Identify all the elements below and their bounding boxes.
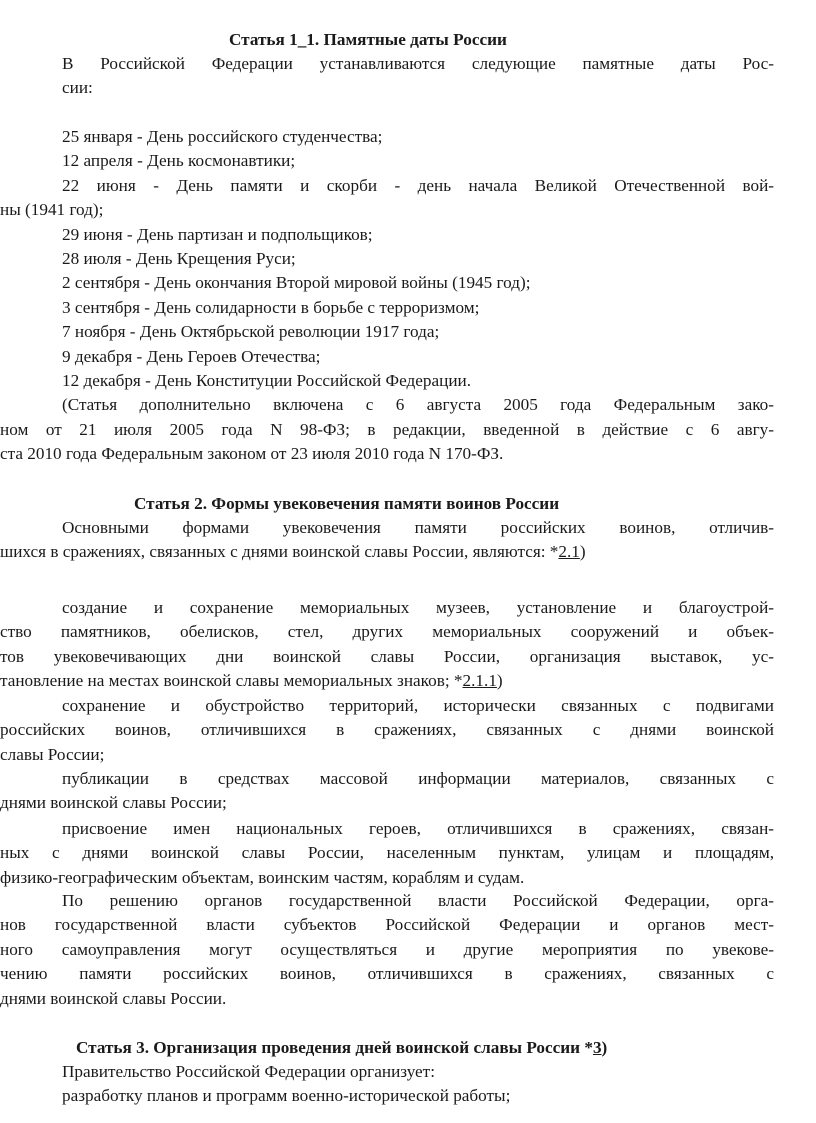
- list-item: 3 сентября - День солидарности в борьбе с терроризмом;: [62, 297, 480, 317]
- paragraph-line: чению памяти российских воинов, отличившихся в сражениях, связанных с: [0, 964, 774, 984]
- paragraph-line: публикации в средствах массовой информации материалов, связанных с: [62, 769, 774, 788]
- footnote-close: ): [601, 1038, 608, 1057]
- list-item: 25 января - День российского студенчества;: [62, 127, 383, 146]
- intro-line: [0, 540, 774, 564]
- paragraph-line: присвоение имен национальных героев, отличившихся в сражениях, связан-: [62, 819, 774, 838]
- note-line: ном от 21 июля 2005 года N 98-ФЗ; в редакции, введенной в действие с 6 авгу-: [0, 419, 774, 439]
- paragraph-line: сохранение и обустройство территорий, исторически связанных с подвигами: [62, 696, 774, 715]
- paragraph-line: тов увековечивающих дни воинской славы России, организация выставок, ус-: [0, 646, 774, 666]
- paragraph-line: российских воинов, отличившихся в сражениях, связанных с днями воинской: [0, 720, 774, 740]
- footnote-link-3[interactable]: 3: [592, 1038, 602, 1057]
- article-2-paragraph-1: [0, 596, 774, 694]
- article-2-intro: [0, 516, 774, 565]
- note-line: ста 2010 года Федеральным законом от 23 июля 2010 года N 170-ФЗ.: [0, 444, 504, 464]
- intro-line: сии:: [62, 78, 93, 98]
- list-item: 28 июля - День Крещения Руси;: [62, 248, 296, 268]
- article-3-body: [62, 1060, 774, 1109]
- article-1-1-title: Статья 1_1. Памятные даты России: [229, 30, 507, 49]
- intro-text: шихся в сражениях, связанных с днями воинской славы России, являются: *: [0, 542, 559, 562]
- list-item: 2 сентября - День окончания Второй мировой войны (1945 год);: [62, 273, 531, 293]
- paragraph-text: тановление на местах воинской славы мемориальных знаков; *: [0, 671, 463, 691]
- article-2-title: Статья 2. Формы увековечения памяти воинов России: [134, 494, 560, 513]
- article-2-paragraph-2: [0, 694, 774, 767]
- list-item: 12 декабря - День Конституции Российской Федерации.: [62, 370, 472, 390]
- article-1-1-dates-list: [0, 125, 774, 466]
- article-2-paragraph-3: [0, 767, 774, 816]
- paragraph-line: физико-географическим объектам, воинским частям, кораблям и судам.: [0, 867, 525, 887]
- paragraph-line: разработку планов и программ военно-исторической работы;: [62, 1086, 511, 1106]
- paragraph-line: По решению органов государственной власти Российской Федерации, орга-: [62, 891, 774, 910]
- intro-line: В Российской Федерации устанавливаются следующие памятные даты Рос-: [62, 54, 774, 73]
- paragraph-line: ного самоуправления могут осуществляться и другие мероприятия по увекове-: [0, 939, 774, 959]
- footnote-close: ): [496, 671, 503, 691]
- paragraph-line: ных с днями воинской славы России, населенным пунктам, улицам и площадям,: [0, 843, 774, 863]
- intro-line: Основными формами увековечения памяти российских воинов, отличив-: [62, 518, 774, 537]
- article-3-title: [76, 1036, 607, 1060]
- paragraph-line: славы России;: [0, 744, 105, 764]
- footnote-close: ): [579, 542, 586, 562]
- list-item: 12 апреля - День космонавтики;: [62, 151, 296, 171]
- list-item: 9 декабря - День Героев Отечества;: [62, 346, 321, 366]
- list-item: 22 июня - День памяти и скорби - день начала Великой Отечественной вой-: [62, 175, 774, 195]
- article-3-title-text: Статья 3. Организация проведения дней воинской славы России *: [76, 1038, 593, 1057]
- paragraph-line: днями воинской славы России;: [0, 793, 227, 813]
- paragraph-line: ство памятников, обелисков, стел, других мемориальных сооружений и объек-: [0, 622, 774, 642]
- list-item: 29 июня - День партизан и подпольщиков;: [62, 224, 373, 244]
- footnote-link-2-1[interactable]: 2.1: [558, 542, 580, 562]
- paragraph-line: [0, 669, 774, 693]
- article-2-paragraph-4: [0, 817, 774, 890]
- paragraph-line: создание и сохранение мемориальных музеев, установление и благоустрой-: [62, 598, 774, 617]
- paragraph-line: нов государственной власти субъектов Российской Федерации и органов мест-: [0, 915, 774, 935]
- article-1-1-intro: [62, 52, 774, 101]
- note-line: (Статья дополнительно включена с 6 августа 2005 года Федеральным зако-: [62, 395, 774, 415]
- paragraph-line: днями воинской славы России.: [0, 988, 227, 1008]
- list-item-continuation: ны (1941 год);: [0, 200, 104, 220]
- article-2-paragraph-5: [0, 889, 774, 1011]
- paragraph-line: Правительство Российской Федерации организует:: [62, 1062, 435, 1081]
- footnote-link-2-1-1[interactable]: 2.1.1: [462, 671, 497, 691]
- list-item: 7 ноября - День Октябрьской революции 1917 года;: [62, 322, 440, 342]
